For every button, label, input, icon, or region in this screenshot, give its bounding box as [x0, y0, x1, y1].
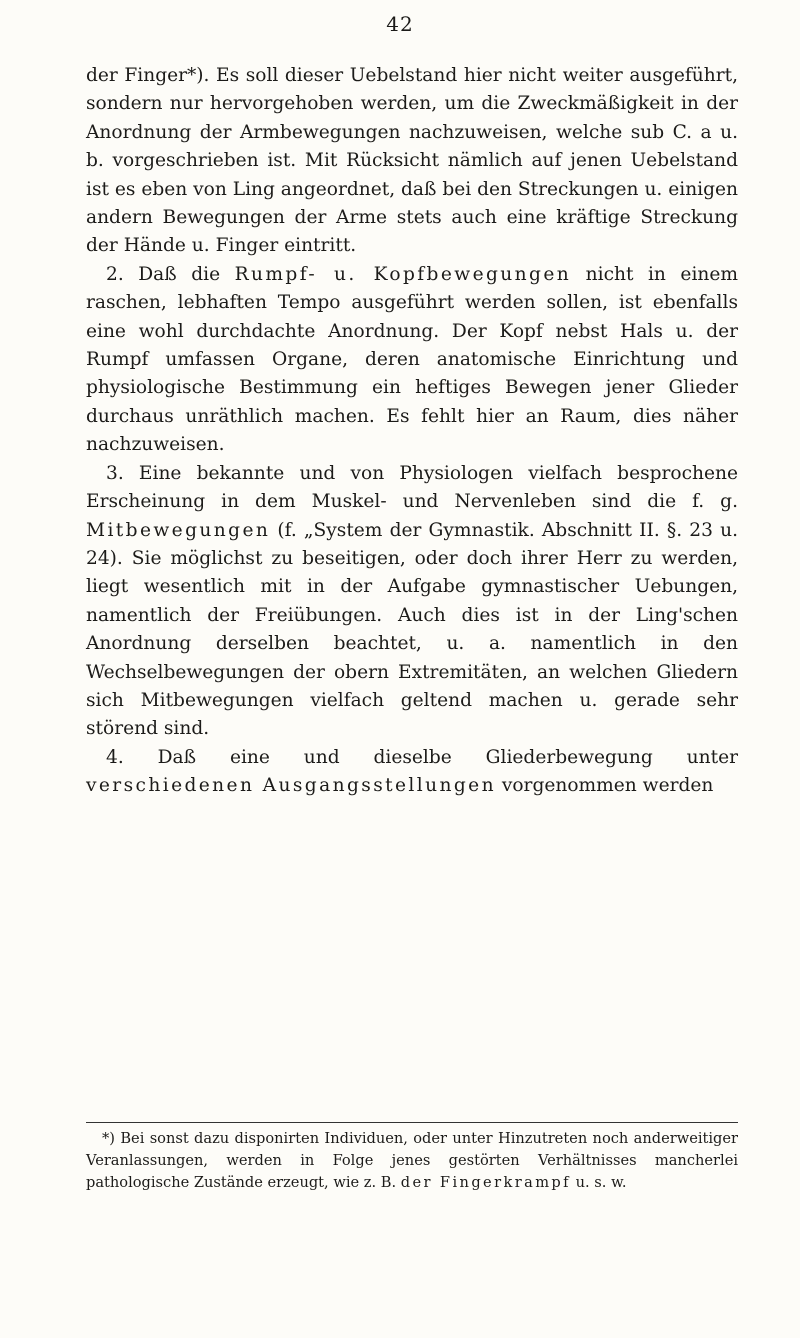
emphasized-term: der Fingerkrampf [400, 1174, 571, 1191]
footnote-text: *) Bei sonst dazu disponirten Individuen, oder unter Hinzutreten noch anderweitiger Veranlassungen, werden in Folge jenes gestörten Verhältnisses mancherlei pathologische Zustände erzeugt, wie z. B. [86, 1130, 738, 1191]
paragraph-text: der Finger*). Es soll dieser Uebelstand hier nicht weiter ausgeführt, sondern nur hervorgehoben werden, um die Zweckmäßigkeit in der Anordnung der Armbewegungen nachzuweisen, welche sub C. a u. b. vorgeschrieben ist. Mit Rücksicht nämlich auf jenen Uebelstand ist es eben von Ling angeordnet, daß bei den Streckungen u. einigen andern Bewegungen der Arme stets auch eine kräftige Streckung der Hände u. Finger eintritt. [86, 65, 738, 257]
page-number: 42 [386, 12, 414, 36]
footnote-text: u. s. w. [570, 1174, 627, 1191]
emphasized-term: Rumpf- u. Kopfbewegungen [234, 263, 572, 285]
paragraph-4 [86, 744, 738, 801]
paragraph-text: vorgenommen werden [495, 775, 714, 797]
paragraph-2 [86, 261, 738, 460]
paragraph-text: nicht in einem raschen, lebhaften Tempo ausgeführt werden sollen, ist ebenfalls eine wohl durchdachte Anordnung. Der Kopf nebst Hals u. der Rumpf umfassen Organe, deren anatomische Einrichtung und physiologische Bestimmung ein heftiges Bewegen jener Glieder durchaus unräthlich machen. Es fehlt hier an Raum, dies näher nachzuweisen. [86, 263, 738, 456]
paragraph-text: 3. Eine bekannte und von Physiologen vielfach besprochene Erscheinung in dem Muskel- und Nervenleben sind die f. g. [86, 462, 738, 513]
paragraph-text: 2. Daß die [106, 263, 235, 285]
paragraph-continuation [86, 62, 738, 261]
footnote-divider [86, 1122, 738, 1123]
paragraph-text: (f. „System der Gymnastik. Abschnitt II. §. 23 u. 24). Sie möglichst zu beseitigen, oder doch ihrer Herr zu werden, liegt wesentlich mit in der Aufgabe gymnastischer Uebungen, namentlich der Freiübungen. Auch dies ist in der Ling'schen Anordnung derselben beachtet, u. a. namentlich in den Wechselbewegungen der obern Extremitäten, an welchen Gliedern sich Mitbewegungen vielfach geltend machen u. gerade sehr störend sind. [86, 519, 738, 740]
footnote [86, 1128, 738, 1194]
paragraph-text: 4. Daß eine und dieselbe Gliederbewegung unter [106, 746, 738, 768]
paragraph-3 [86, 460, 738, 744]
emphasized-term: Mitbewegungen [86, 519, 271, 541]
body-text [86, 62, 738, 801]
emphasized-term: verschiedenen Ausgangsstellungen [86, 775, 496, 797]
